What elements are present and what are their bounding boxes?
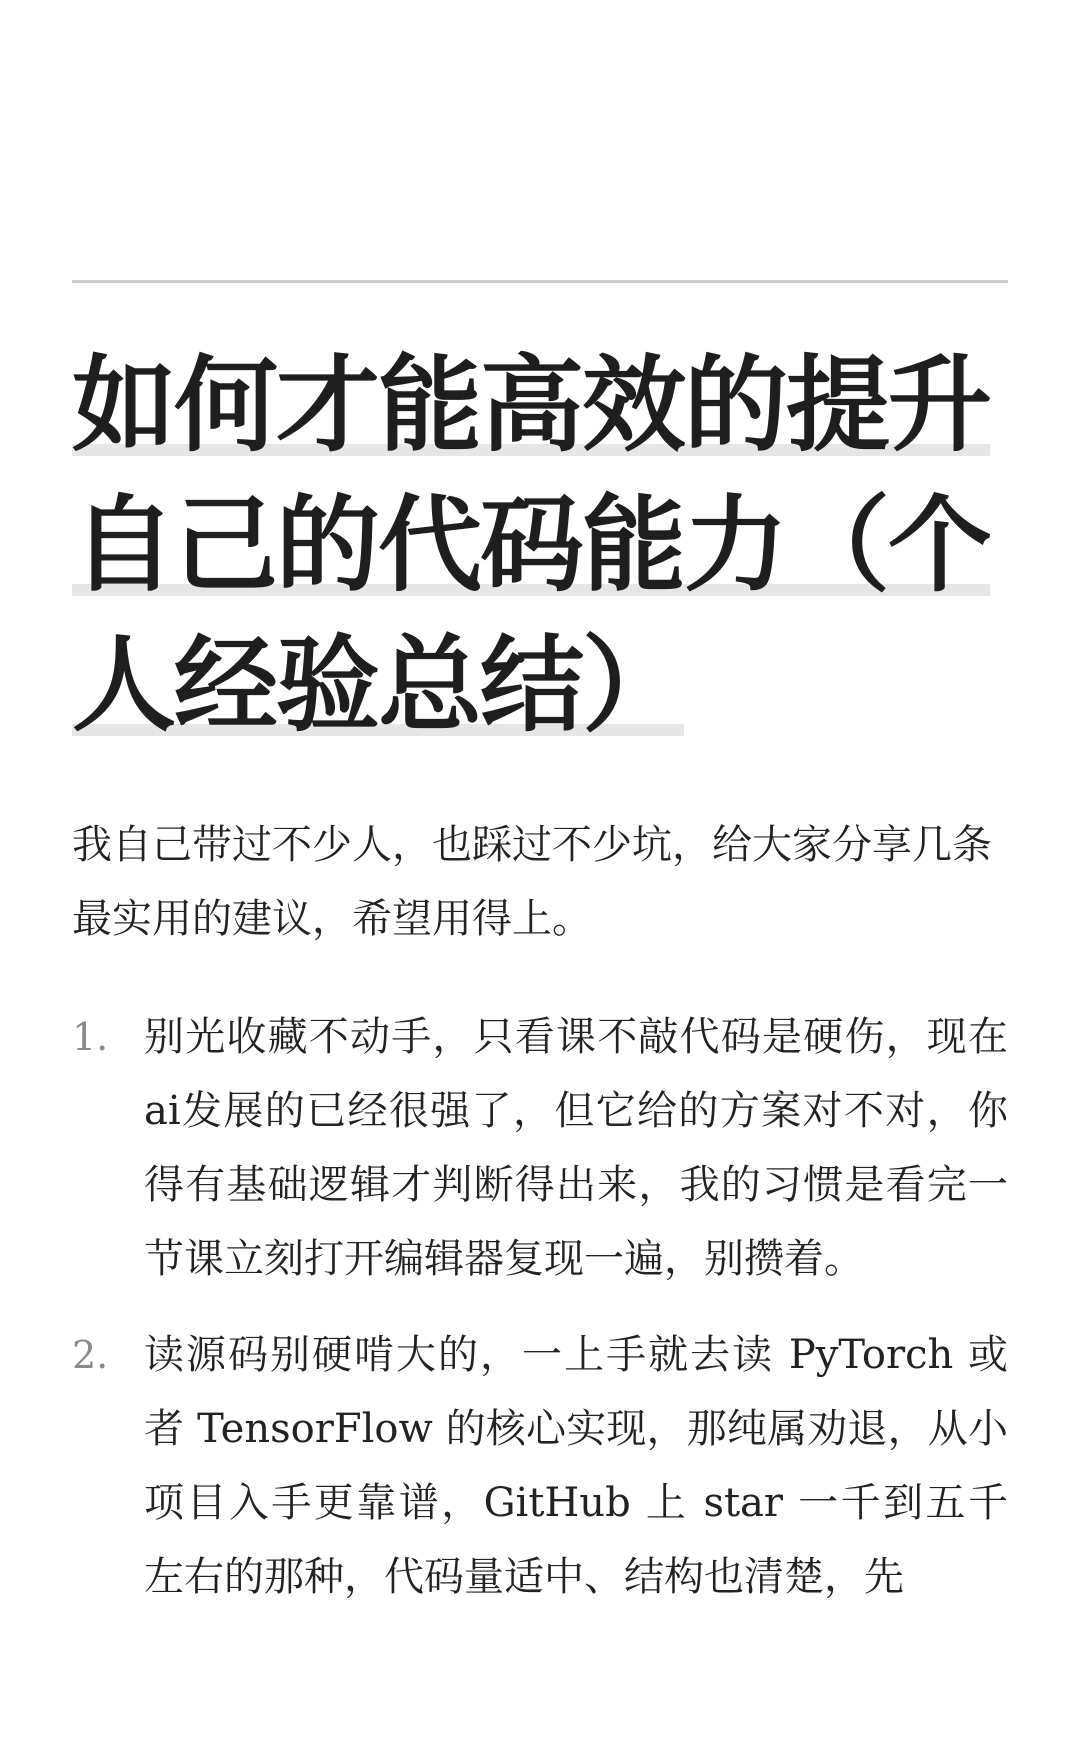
article-page bbox=[72, 0, 1008, 1760]
list-item-text: 读源码别硬啃大的，一上手就去读 PyTorch 或者 TensorFlow 的核心实现，那纯属劝退，从小项目入手更靠谱，GitHub 上 star 一千到五千左右的那种，代码量适中、结构也清楚，先 bbox=[144, 1332, 1008, 1600]
list-item-text: 别光收藏不动手，只看课不敲代码是硬伤，现在 ai发展的已经很强了，但它给的方案对不对，你得有基础逻辑才判断得出来，我的习惯是看完一节课立刻打开编辑器复现一遍，别攒着。 bbox=[144, 1014, 1008, 1282]
list-item bbox=[72, 1000, 1008, 1296]
list-item bbox=[72, 1318, 1008, 1614]
list-item-number: 2. bbox=[72, 1333, 109, 1377]
article-title bbox=[72, 335, 1008, 755]
article-intro: 我自己带过不少人，也踩过不少坑，给大家分享几条最实用的建议，希望用得上。 bbox=[72, 822, 992, 942]
list-item-number: 1. bbox=[72, 1015, 109, 1059]
top-divider bbox=[72, 280, 1008, 283]
article-title-text: 如何才能高效的提升自己的代码能力（个人经验总结） bbox=[72, 343, 991, 746]
advice-list bbox=[72, 1000, 1008, 1636]
